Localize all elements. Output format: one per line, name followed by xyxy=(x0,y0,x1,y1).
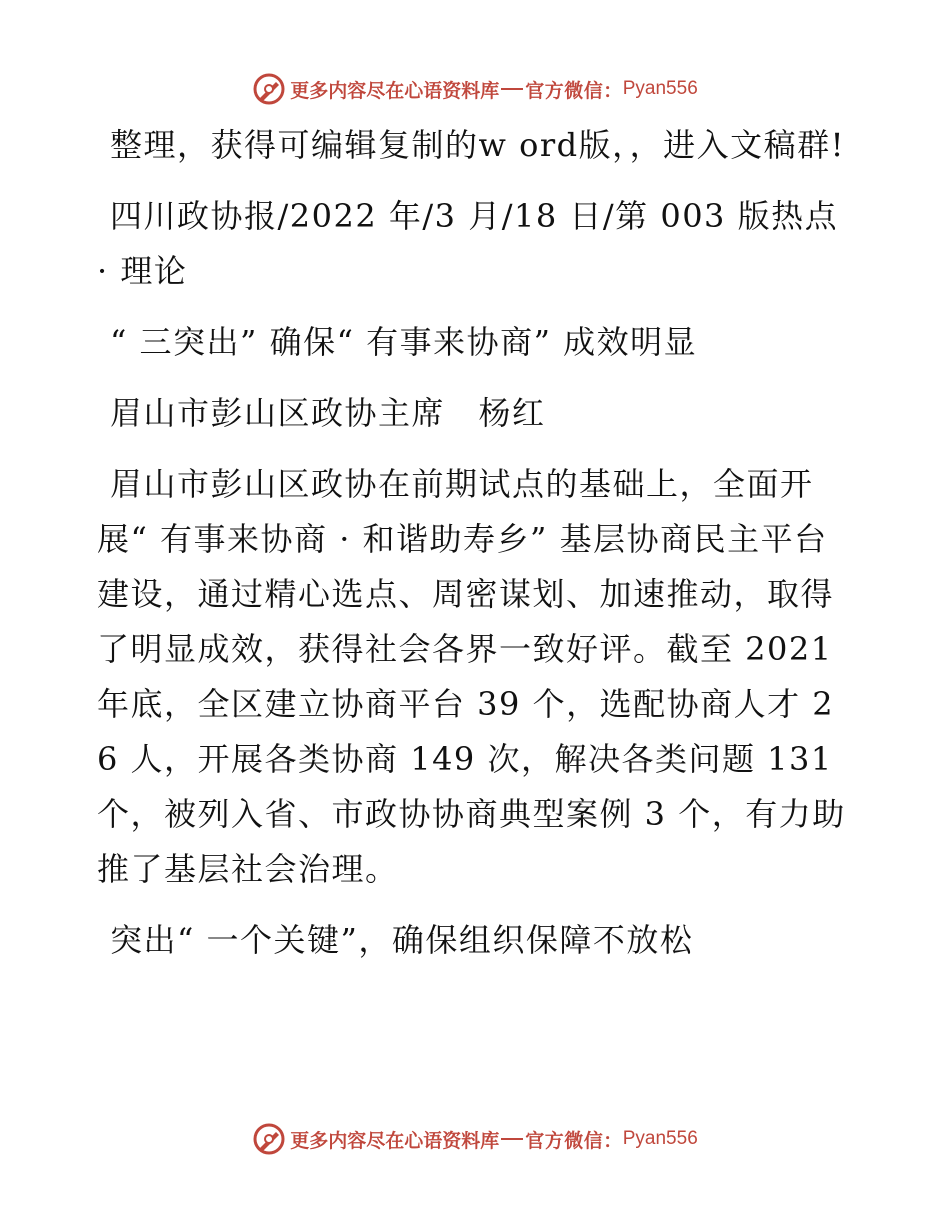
brand-logo-icon xyxy=(252,72,286,106)
wechat-label: 官方微信： xyxy=(525,1129,623,1152)
banner-separator xyxy=(501,88,523,90)
footer-banner xyxy=(0,1122,950,1156)
author-line: 眉山市彭山区政协主席 杨红 xyxy=(110,394,546,432)
article-title: “ 三突出” 确保“ 有事来协商” 成效明显 xyxy=(110,323,698,361)
section-heading: 突出“ 一个关键”，确保组织保障不放松 xyxy=(110,921,694,959)
brand-text: 更多内容尽在心语资料库 xyxy=(290,79,500,102)
brand-logo-icon xyxy=(252,1122,286,1156)
wechat-id: Pyan556 xyxy=(622,78,698,99)
intro-paragraph: 整理，获得可编辑复制的w ord版，，进入文稿群! xyxy=(110,126,845,164)
document-body xyxy=(97,118,847,984)
header-banner xyxy=(0,72,950,106)
source-line: 四川政协报/2022 年/3 月/18 日/第 003 版热点 · 理论 xyxy=(97,197,839,290)
wechat-label: 官方微信： xyxy=(525,79,623,102)
wechat-id: Pyan556 xyxy=(622,1128,698,1149)
brand-text: 更多内容尽在心语资料库 xyxy=(290,1129,500,1152)
body-paragraph: 眉山市彭山区政协在前期试点的基础上，全面开展“ 有事来协商 · 和谐助寿乡” 基层协商民主平台建设，通过精心选点、周密谋划、加速推动，取得了明显成效，获得社会各界一致好评。截至 2021 年底，全区建立协商平台 39 个，选配协商人才 26 人，开展各类协商 149 次，解决各类问题 131 个，被列入省、市政协协商典型案例 3 个，有力助推了基层社会治理。 xyxy=(97,465,846,888)
banner-separator xyxy=(501,1138,523,1140)
